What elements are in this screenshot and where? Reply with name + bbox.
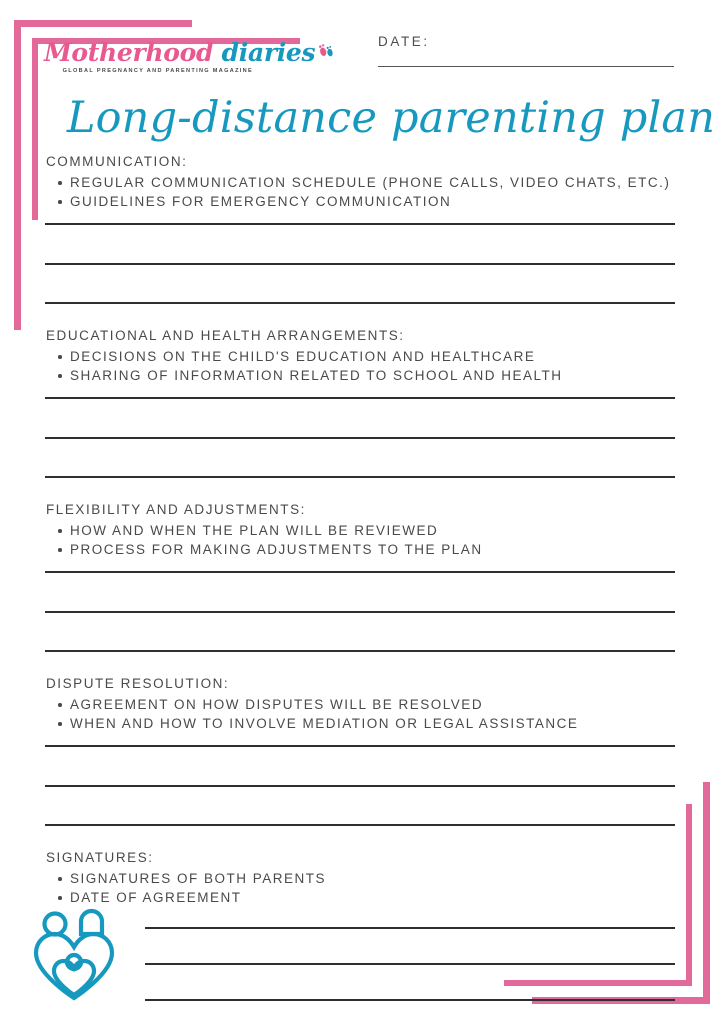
writing-lines	[0, 571, 724, 652]
spacer	[0, 826, 724, 848]
list-item: AGREEMENT ON HOW DISPUTES WILL BE RESOLVED	[70, 695, 724, 714]
list-item: REGULAR COMMUNICATION SCHEDULE (PHONE CALLS, VIDEO CHATS, ETC.)	[70, 173, 724, 192]
section-bullet-list	[50, 347, 724, 385]
brand-logo	[44, 38, 316, 74]
signature-line[interactable]	[145, 963, 675, 965]
writing-line[interactable]	[45, 397, 675, 399]
section-bullet-list	[50, 869, 724, 907]
writing-line[interactable]	[45, 437, 675, 439]
writing-line[interactable]	[45, 824, 675, 826]
section-educational-health	[0, 326, 724, 478]
writing-line[interactable]	[45, 476, 675, 478]
worksheet-body	[0, 152, 724, 1001]
writing-line[interactable]	[45, 650, 675, 652]
list-item: HOW AND WHEN THE PLAN WILL BE REVIEWED	[70, 521, 724, 540]
writing-line[interactable]	[45, 223, 675, 225]
baby-footprints-icon	[317, 40, 335, 58]
section-heading: SIGNATURES:	[46, 850, 154, 865]
spacer	[0, 478, 724, 500]
section-bullet-list	[50, 521, 724, 559]
writing-line[interactable]	[45, 785, 675, 787]
section-bullet-list	[50, 695, 724, 733]
list-item: PROCESS FOR MAKING ADJUSTMENTS TO THE PLAN	[70, 540, 724, 559]
section-bullet-list	[50, 173, 724, 211]
section-communication	[0, 152, 724, 304]
page-title: Long-distance parenting plan	[66, 93, 716, 143]
writing-line[interactable]	[45, 571, 675, 573]
writing-lines	[0, 397, 724, 478]
list-item: SHARING OF INFORMATION RELATED TO SCHOOL AND HEALTH	[70, 366, 724, 385]
writing-line[interactable]	[45, 263, 675, 265]
section-heading: DISPUTE RESOLUTION:	[46, 676, 230, 691]
logo-tagline: GLOBAL PREGNANCY AND PARENTING MAGAZINE	[62, 68, 254, 74]
writing-line[interactable]	[45, 745, 675, 747]
date-label: DATE:	[378, 34, 430, 49]
writing-lines	[0, 745, 724, 826]
writing-line[interactable]	[45, 611, 675, 613]
list-item: SIGNATURES OF BOTH PARENTS	[70, 869, 724, 888]
logo-word-diaries: diaries	[221, 38, 316, 67]
date-field-group	[378, 34, 674, 67]
list-item: WHEN AND HOW TO INVOLVE MEDIATION OR LEGAL ASSISTANCE	[70, 714, 724, 733]
section-dispute-resolution	[0, 674, 724, 826]
section-heading: EDUCATIONAL AND HEALTH ARRANGEMENTS:	[46, 328, 405, 343]
signature-line[interactable]	[145, 999, 675, 1001]
family-heart-icon	[22, 902, 126, 1006]
section-flexibility-adjustments	[0, 500, 724, 652]
list-item: DECISIONS ON THE CHILD'S EDUCATION AND HEALTHCARE	[70, 347, 724, 366]
writing-lines	[0, 223, 724, 304]
signature-line[interactable]	[145, 927, 675, 929]
section-heading: FLEXIBILITY AND ADJUSTMENTS:	[46, 502, 306, 517]
page-header	[0, 0, 724, 95]
list-item: DATE OF AGREEMENT	[70, 888, 724, 907]
list-item: GUIDELINES FOR EMERGENCY COMMUNICATION	[70, 192, 724, 211]
section-heading: COMMUNICATION:	[46, 154, 188, 169]
writing-line[interactable]	[45, 302, 675, 304]
date-input-line[interactable]	[378, 66, 674, 67]
logo-wordmark	[44, 38, 316, 67]
spacer	[0, 304, 724, 326]
logo-word-motherhood: Motherhood	[44, 38, 214, 67]
spacer	[0, 652, 724, 674]
